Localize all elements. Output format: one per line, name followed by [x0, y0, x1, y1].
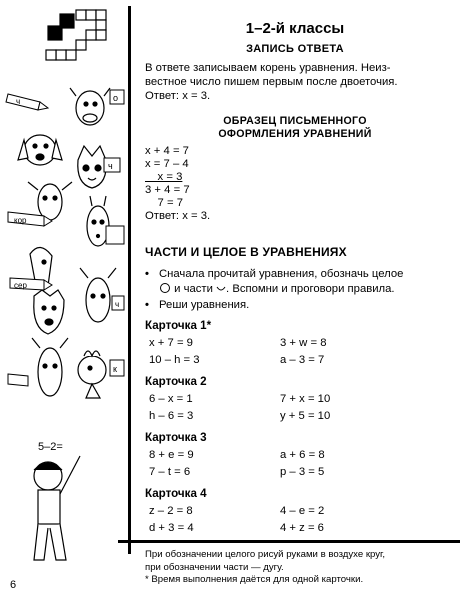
card-row: [145, 464, 445, 481]
circle-icon: [160, 283, 170, 293]
pencil-icon: [8, 374, 28, 386]
boy-icon: [34, 441, 80, 560]
wolf-icon: [34, 290, 64, 334]
card-row: [145, 447, 445, 464]
equation: 3 + w = 8: [280, 336, 327, 349]
equation: a + 6 = 8: [280, 448, 325, 461]
bullet-dot-icon: •: [145, 268, 149, 280]
pencil-icon: [6, 94, 48, 110]
equation: 6 – х = 1: [149, 392, 193, 405]
card-title: Карточка 2: [145, 374, 207, 388]
svg-text:ч: ч: [115, 300, 120, 309]
intro-answer: Ответ: х = 3.: [145, 90, 211, 102]
sidebar-illustrations: [0, 0, 132, 604]
equation: h – 6 = 3: [149, 409, 194, 422]
grid-logo-icon: [46, 10, 106, 60]
arc-icon: [216, 285, 226, 293]
goat-icon: [80, 268, 116, 322]
equation: 4 + z = 6: [280, 521, 324, 534]
illustration-sidebar: [0, 0, 132, 604]
card-row: [145, 520, 445, 537]
section-subtitle: ЗАПИСЬ ОТВЕТА: [246, 43, 344, 55]
sample-title-line: ОБРАЗЕЦ ПИСЬМЕННОГО: [223, 115, 367, 127]
card-row: [145, 503, 445, 520]
equation: z – 2 = 8: [149, 504, 193, 517]
equation: р – 3 = 5: [280, 465, 325, 478]
page-border-bottom: [118, 540, 460, 545]
equation: 4 – е = 2: [280, 504, 325, 517]
sample-line: х + 4 = 7: [145, 145, 189, 157]
instruction-text: Сначала прочитай уравнения, обозначь целое: [159, 268, 404, 280]
bullet-dot-icon: •: [145, 299, 149, 311]
card-title: Карточка 1*: [145, 318, 212, 332]
sample-title: [145, 115, 445, 141]
sample-line: 7 = 7: [145, 197, 183, 209]
page-title: 1–2-й классы: [245, 20, 345, 37]
sample-line: 3 + 4 = 7: [145, 184, 190, 196]
sample-line: х = 7 – 4: [145, 158, 189, 170]
card: [145, 375, 445, 425]
svg-text:о: о: [113, 93, 119, 103]
card-row: [145, 391, 445, 408]
cat-icon: [78, 146, 106, 188]
svg-text:сер: сер: [14, 281, 27, 290]
footnote: [145, 549, 451, 587]
footnote-line: * Время выполнения даётся для одной карточки.: [145, 574, 364, 585]
dog-icon: [18, 135, 62, 165]
footnote-line: При обозначении целого рисуй руками в воздухе круг,: [145, 549, 386, 560]
goat-icon: [32, 338, 68, 396]
equation: 7 + х = 10: [280, 392, 331, 405]
instruction-bullet: [145, 267, 445, 296]
page-border-vertical: [128, 6, 131, 554]
card: [145, 431, 445, 481]
pencil-label: ч: [16, 97, 21, 106]
instruction-bullet: [145, 298, 445, 313]
equation: 7 – t = 6: [149, 465, 191, 478]
svg-text:кор: кор: [14, 216, 27, 225]
instruction-text: и части: [174, 282, 213, 295]
sample-title-line: ОФОРМЛЕНИЯ УРАВНЕНИЙ: [218, 128, 372, 140]
instruction-text: . Вспомни и проговори правила.: [226, 282, 395, 295]
sample-answer: Ответ: х = 3.: [145, 210, 211, 222]
equation: 8 + е = 9: [149, 448, 194, 461]
equation: у + 5 = 10: [280, 409, 331, 422]
footnote-line: при обозначении части — дугу.: [145, 561, 284, 573]
main-content: [145, 20, 445, 537]
equation: 10 – h = 3: [149, 353, 200, 366]
goat-icon: [28, 182, 72, 220]
section-title: ЧАСТИ И ЦЕЛОЕ В УРАВНЕНИЯХ: [145, 245, 347, 259]
equation: d + 3 = 4: [149, 521, 194, 534]
equation: a – 3 = 7: [280, 353, 325, 366]
cow-icon: [70, 88, 110, 125]
svg-text:5–2=: 5–2=: [38, 441, 63, 453]
card-row: [145, 352, 445, 369]
card-title: Карточка 3: [145, 430, 207, 444]
card: [145, 487, 445, 537]
page-number: 6: [10, 579, 17, 591]
card-row: [145, 335, 445, 352]
intro-line: вестное число пишем первым после двоеточия.: [145, 76, 398, 88]
sample-equations: [145, 145, 445, 223]
intro-line: В ответе записываем корень уравнения. Неиз-: [145, 62, 391, 74]
card: [145, 319, 445, 369]
svg-text:к: к: [113, 364, 117, 374]
svg-text:ч: ч: [108, 161, 113, 171]
card-row: [145, 408, 445, 425]
equation: х + 7 = 9: [149, 336, 193, 349]
instruction-text: Реши уравнения.: [159, 299, 250, 311]
sample-line: х = 3: [145, 171, 183, 183]
rooster-icon: [78, 351, 106, 398]
card-title: Карточка 4: [145, 486, 207, 500]
